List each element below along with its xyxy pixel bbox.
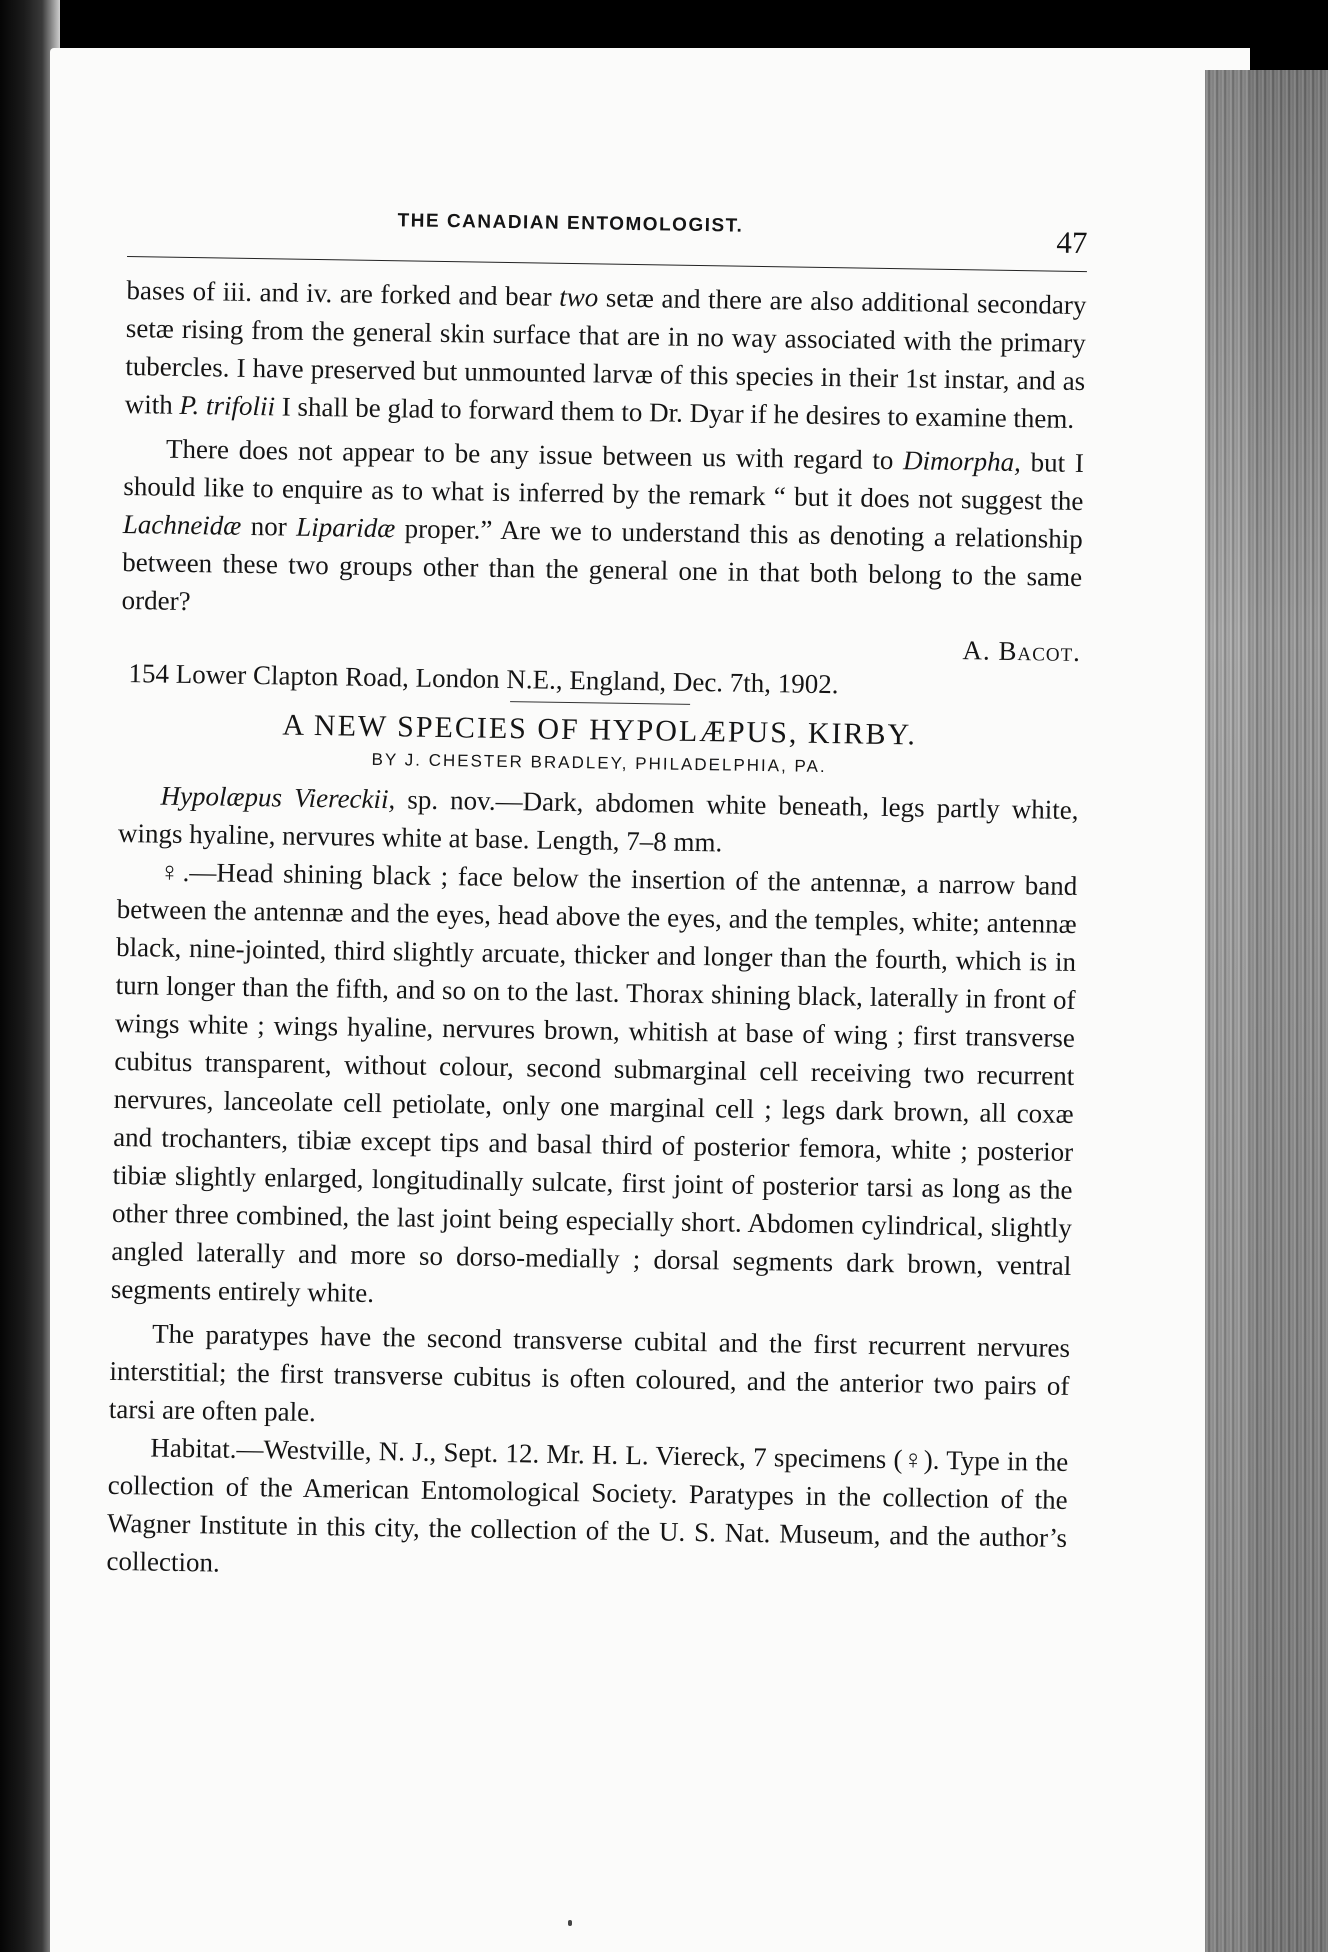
running-title: THE CANADIAN ENTOMOLOGIST. (397, 210, 744, 237)
article-title: A NEW SPECIES OF HYPOLÆPUS, KIRBY. (282, 708, 918, 752)
article-byline: BY J. CHESTER BRADLEY, PHILADELPHIA, PA. (371, 749, 827, 777)
italic-run: two (558, 281, 599, 313)
article-paragraph-3: The paratypes have the second transverse cubital and the first recurrent nervures interstitial; the first transverse cubitus is often coloured, and the anterior two pairs of tarsi are often pale. (108, 1318, 1071, 1428)
text-run: but I should like to enquire as to what is inferred by the remark “ but it does not suggest the (123, 447, 1085, 517)
text-run: sp. nov.—Dark, abdomen white beneath, legs partly white, wings hyaline, nervures white at base. Length, 7–8 mm. (117, 784, 1079, 858)
text-run: I shall be glad to forward them to Dr. Dyar if he desires to examine them. (274, 391, 1075, 434)
species-name: Hypolæpus Viereckii, (160, 780, 396, 815)
italic-run: P. trifolii (179, 389, 276, 422)
text-run: nor (241, 510, 297, 542)
letter-closing (120, 619, 1081, 706)
page-speck (568, 1920, 572, 1926)
text-run: setæ and there are also additional secondary setæ rising from the general skin surface that are in no way associated with the primary tubercles. I have preserved but unmounted larvæ of this species in their 1st instar, and as with (124, 282, 1087, 420)
page-number: 47 (1056, 224, 1088, 261)
text-run: proper.” Are we to understand this as denoting a relationship between these two groups other than the general one in that both belong to the same order? (121, 513, 1083, 617)
page-content (106, 196, 1088, 1595)
page-stack-edge (1205, 70, 1328, 1952)
article-paragraph-4: Habitat.—Westville, N. J., Sept. 12. Mr. H. L. Viereck, 7 specimens (♀). Type in the collection of the American Entomological Society. Paratypes in the collection of the Wagner Institute in this city, the collection of the U. S. Nat. Museum, and the author’s collection. (106, 1432, 1069, 1578)
article-paragraph-2: ♀.—Head shining black ; face below the insertion of the antennæ, a narrow band between the antennæ and the eyes, head above the eyes, and the temples, white; antennæ black, nine-jointed, third slightly arcuate, thicker and longer than the fourth, which is in turn longer than the fifth, and so on to the last. Thorax shining black, laterally in front of wings white ; wings hyaline, nervures brown, whitish at base of wing ; first transverse cubitus transparent, without colour, second submarginal cell receiving two recurrent nervures, lanceolate cell petiolate, only one marginal cell ; legs dark brown, all coxæ and trochanters, tibiæ except tips and basal third of posterior femora, white ; posterior tibiæ slightly enlarged, longitudinally sulcate, first joint of posterior tarsi as long as the other three combined, the last joint being especially short. Abdomen cylindrical, slightly angled laterally and more so dorso-medially ; dorsal segments dark brown, ventral segments entirely white. (110, 856, 1078, 1308)
italic-run: Lachneidæ (122, 508, 242, 541)
italic-run: Dimorpha, (902, 445, 1022, 478)
letter-paragraph-1 (124, 271, 1086, 438)
text-run: There does not appear to be any issue between us with regard to (165, 433, 904, 476)
section-divider (510, 701, 690, 705)
italic-run: Liparidæ (295, 511, 396, 544)
letter-paragraph-2 (121, 429, 1084, 634)
signature: A. Bacot. (962, 635, 1082, 668)
letter-address: 154 Lower Clapton Road, London N.E., England, Dec. 7th, 1902. (128, 658, 839, 700)
body-text (106, 271, 1086, 1595)
text-run: bases of iii. and iv. are forked and bear (126, 274, 560, 312)
